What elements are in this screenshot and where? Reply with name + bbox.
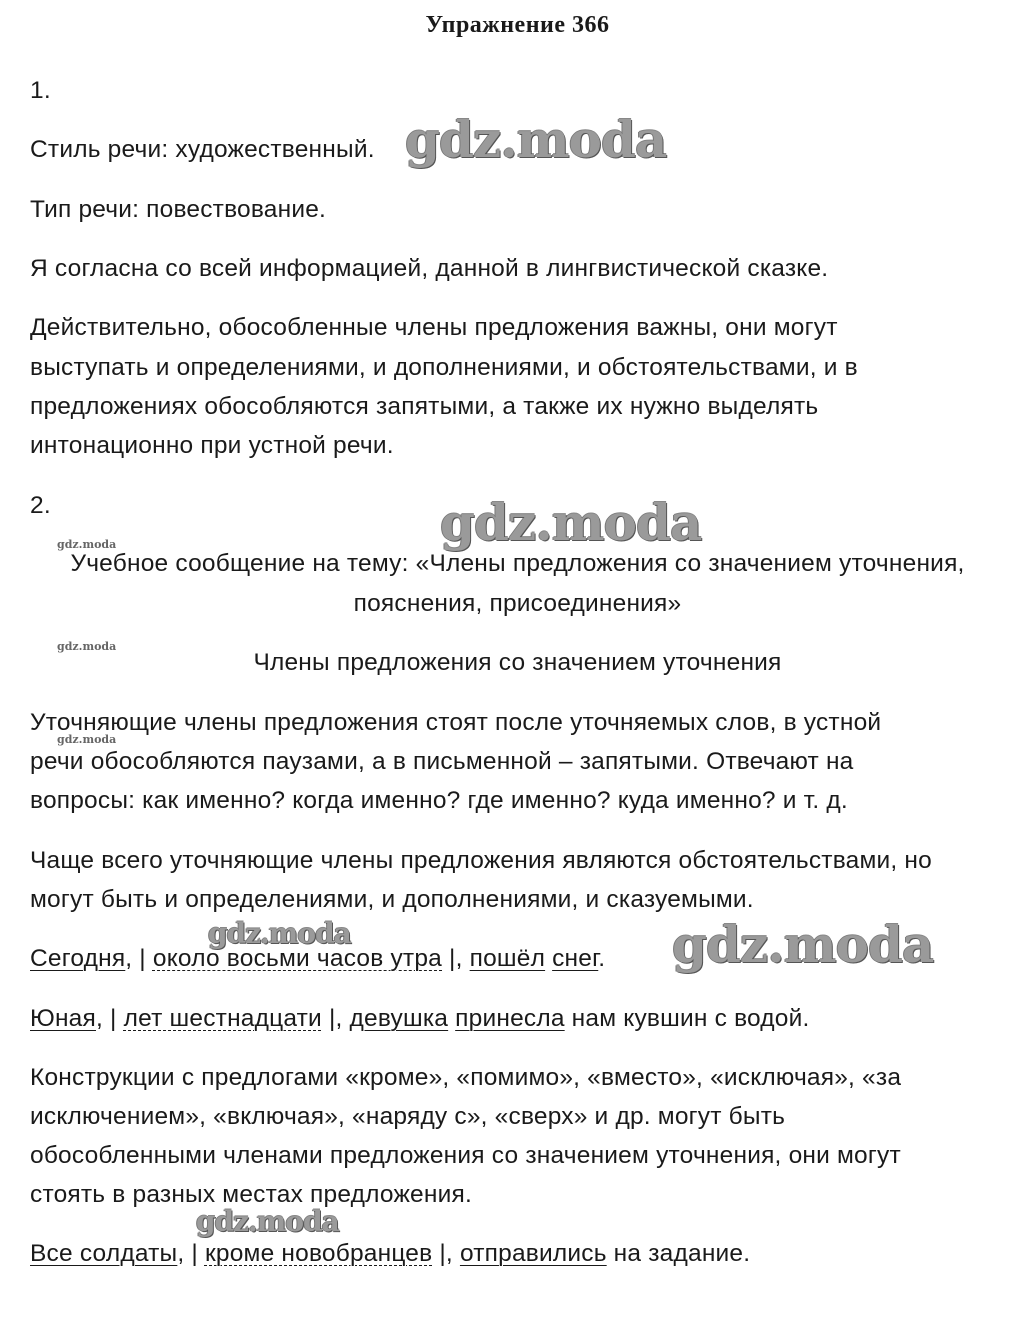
- watermark-small: gdz.moda: [57, 538, 117, 551]
- part2-paragraph-line: обособленными членами предложения со значением уточнения, они могут: [30, 1142, 901, 1169]
- part2-paragraph-line: вопросы: как именно? когда именно? где именно? куда именно? и т. д.: [30, 787, 848, 814]
- part1-number: 1.: [30, 77, 51, 104]
- subject-word: снег: [552, 945, 599, 972]
- watermark-logo: gdz.moda: [405, 110, 667, 169]
- part2-paragraph-line: речи обособляются паузами, а в письменной – запятыми. Отвечают на: [30, 748, 854, 775]
- example-sentence-2: [30, 1004, 810, 1034]
- clarifying-member: кроме новобранцев: [204, 1240, 433, 1267]
- watermark-logo: gdz.moda: [208, 917, 351, 950]
- part2-paragraph-line: стоять в разных местах предложения.: [30, 1181, 472, 1208]
- watermark-logo: gdz.moda: [440, 493, 702, 552]
- part1-paragraph-line: выступать и определениями, и дополнениями, и обстоятельствами, и в: [30, 354, 858, 381]
- sentence-rest: на задание.: [606, 1240, 751, 1267]
- clarifying-member: лет шестнадцати: [123, 1005, 322, 1032]
- topic-heading-line: Учебное сообщение на тему: «Члены предложения со значением уточнения,: [70, 550, 965, 577]
- separator: , |: [95, 1005, 124, 1032]
- part1-paragraph-line: интонационно при устной речи.: [30, 432, 394, 459]
- part2-number: 2.: [30, 492, 51, 519]
- speech-type: Тип речи: повествование.: [30, 196, 327, 223]
- separator: |,: [321, 1005, 350, 1032]
- part1-paragraph-line: предложениях обособляются запятыми, а также их нужно выделять: [30, 393, 819, 420]
- watermark-small: gdz.moda: [57, 733, 117, 746]
- subheading: Члены предложения со значением уточнения: [253, 649, 782, 676]
- exercise-title: Упражнение 366: [425, 12, 610, 38]
- watermark-logo: gdz.moda: [196, 1205, 339, 1238]
- subject-word: Все солдаты: [30, 1240, 178, 1267]
- part2-paragraph-line: могут быть и определениями, и дополнениями, и сказуемыми.: [30, 886, 754, 913]
- separator: , |: [177, 1240, 205, 1267]
- separator: |,: [442, 945, 470, 972]
- separator: , |: [125, 945, 153, 972]
- predicate-word: принесла: [455, 1005, 565, 1032]
- topic-heading-line: пояснения, присоединения»: [353, 590, 682, 617]
- part2-paragraph-line: Уточняющие члены предложения стоят после уточняемых слов, в устной: [30, 709, 882, 736]
- clarifying-member: около восьми часов утра: [152, 945, 443, 972]
- example-sentence-3: [30, 1239, 750, 1269]
- subject-word: Сегодня: [30, 945, 126, 972]
- predicate-word: отправились: [459, 1240, 607, 1267]
- speech-style: Стиль речи: художественный.: [30, 136, 375, 163]
- part1-paragraph-line: Действительно, обособленные члены предложения важны, они могут: [30, 314, 838, 341]
- watermark-logo: gdz.moda: [672, 915, 934, 974]
- part2-paragraph-line: Конструкции с предлогами «кроме», «помимо», «вместо», «исключая», «за: [30, 1064, 902, 1091]
- separator: |,: [432, 1240, 460, 1267]
- watermark-small: gdz.moda: [57, 640, 117, 653]
- subject-word: девушка: [349, 1005, 449, 1032]
- separator: .: [598, 945, 606, 972]
- part2-paragraph-line: исключением», «включая», «наряду с», «сверх» и др. могут быть: [30, 1103, 786, 1130]
- predicate-word: пошёл: [469, 945, 546, 972]
- part2-paragraph-line: Чаще всего уточняющие члены предложения являются обстоятельствами, но: [30, 847, 932, 874]
- sentence-rest: нам кувшин с водой.: [564, 1005, 810, 1032]
- agreement-statement: Я согласна со всей информацией, данной в лингвистической сказке.: [30, 255, 829, 282]
- attribute-word: Юная: [30, 1005, 96, 1032]
